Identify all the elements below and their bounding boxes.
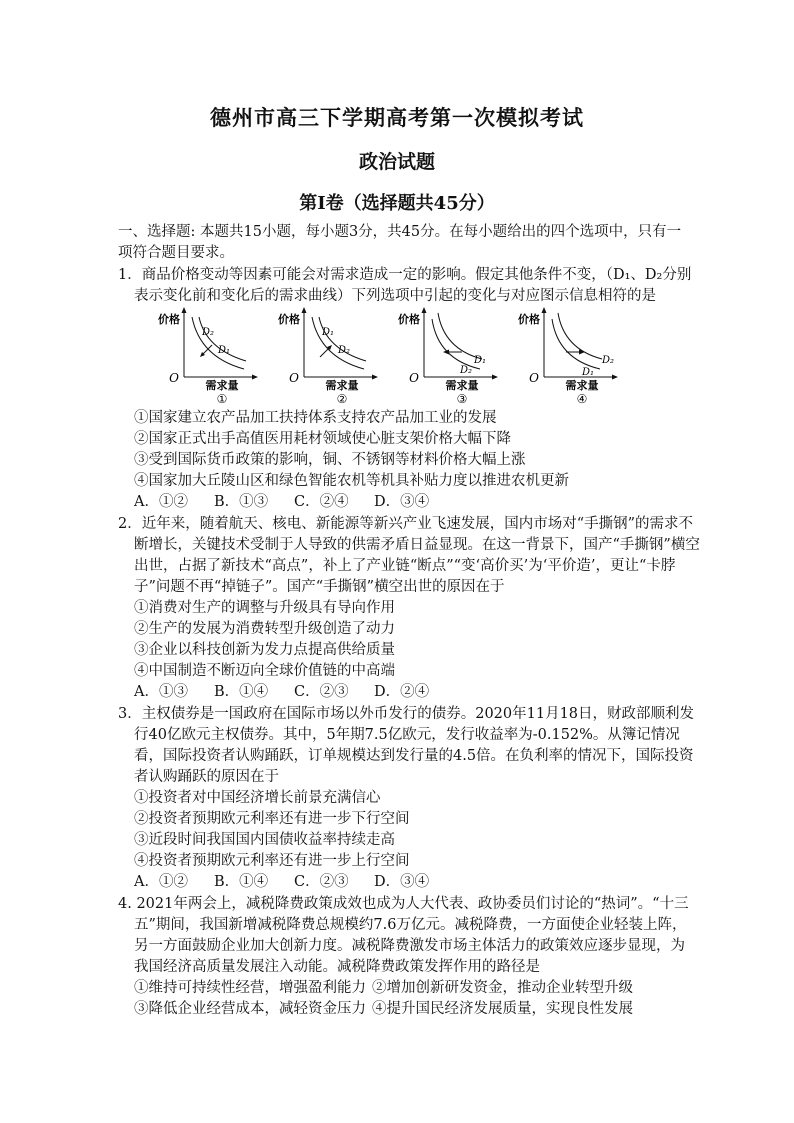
- q1-item: ③受到国际货币政策的影响，铜、不锈钢等材料价格大幅上涨: [134, 452, 526, 468]
- q4-stem-line: 我国经济高质量发展注入动能。减税降费政策发挥作用的路径是: [134, 959, 540, 975]
- y-axis-label: 价格: [278, 313, 300, 326]
- q2-stem-line: 2．近年来，随着航天、核电、新能源等新兴产业飞速发展，国内市场对“手撕钢”的需求不: [118, 516, 694, 532]
- demand-curve-figure-2: [278, 307, 384, 407]
- origin-label: O: [289, 371, 299, 385]
- q3-option-c[interactable]: C．②③: [294, 874, 349, 890]
- origin-label: O: [169, 371, 179, 385]
- figure-number: ②: [336, 392, 348, 406]
- q1-option-a[interactable]: A．①②: [134, 494, 188, 510]
- q2-option-b[interactable]: B．①④: [214, 684, 269, 700]
- q4-stem-line: 另一方面鼓励企业加大创新力度。减税降费激发市场主体活力的政策效应逐步显现，为: [134, 938, 685, 954]
- q2-item: ③企业以科技创新为发力点提高供给质量: [134, 642, 395, 658]
- q1-option-b[interactable]: B．①③: [214, 494, 269, 510]
- curve-label: D₁: [582, 367, 595, 378]
- q3-item: ④投资者预期欧元利率还有进一步上行空间: [134, 853, 410, 869]
- exam-title: 德州市高三下学期高考第一次模拟考试: [210, 105, 584, 130]
- q1-item: ④国家加大丘陵山区和绿色智能农机等机具补贴力度以推进农机更新: [134, 473, 569, 489]
- demand-curve-figure-1: [158, 307, 264, 407]
- q2-option-a[interactable]: A．①③: [134, 684, 188, 700]
- q4-stem-line: 4. 2021年两会上，减税降费政策成效也成为人大代表、政协委员们讨论的“热词”。“十三: [118, 896, 689, 912]
- curve-label: D₂: [338, 345, 351, 356]
- x-axis-label: 需求量: [325, 379, 359, 392]
- q3-option-b[interactable]: B．①④: [214, 874, 269, 890]
- curve-label: D₁: [322, 327, 335, 338]
- exam-subtitle: 政治试题: [358, 151, 435, 173]
- curve-label: D₂: [460, 365, 473, 376]
- q2-option-c[interactable]: C．②③: [294, 684, 349, 700]
- q3-option-d[interactable]: D．③④: [374, 874, 430, 890]
- q3-item: ③近段时间我国国内国债收益率持续走高: [134, 832, 395, 848]
- curve-label: D₁: [218, 345, 231, 356]
- x-axis-label: 需求量: [205, 379, 239, 392]
- q1-option-d[interactable]: D．③④: [374, 494, 430, 510]
- q3-stem-line: 3．主权债券是一国政府在国际市场以外币发行的债券。2020年11月18日，财政部顺利发: [118, 706, 695, 722]
- q2-item: ①消费对生产的调整与升级具有导向作用: [134, 600, 395, 616]
- origin-label: O: [529, 371, 539, 385]
- x-axis-label: 需求量: [565, 379, 599, 392]
- q3-item: ①投资者对中国经济增长前景充满信心: [134, 790, 381, 806]
- q1-stem-line: 表示变化前和变化后的需求曲线）下列选项中引起的变化与对应图示信息相符的是: [134, 288, 656, 304]
- q2-stem-line: 子”问题不再“掉链子”。国产“手撕钢”横空出世的原因在于: [134, 579, 505, 595]
- y-axis-label: 价格: [158, 313, 180, 326]
- q4-item: ①维持可持续性经营，增强盈利能力: [134, 980, 366, 996]
- figure-number: ④: [576, 392, 588, 406]
- q3-stem-line: 看，国际投资者认购踊跃，订单规模达到发行量的4.5倍。在负利率的情况下，国际投资: [134, 748, 694, 764]
- q1-stem-line: 1．商品价格变动等因素可能会对需求造成一定的影响。假定其他条件不变，（D₁、D₂分别: [118, 267, 692, 283]
- q1-option-c[interactable]: C．②④: [294, 494, 349, 510]
- q2-item: ②生产的发展为消费转型升级创造了动力: [134, 621, 395, 637]
- instructions-line: 项符合题目要求。: [118, 245, 234, 261]
- y-axis-label: 价格: [518, 313, 540, 326]
- section-heading: 第Ⅰ卷（选择题共45分）: [299, 193, 495, 214]
- demand-curve-figure-3: [398, 307, 504, 407]
- figure-number: ③: [456, 392, 468, 406]
- q4-item: ②增加创新研发资金，推动企业转型升级: [372, 980, 633, 996]
- q4-item: ③降低企业经营成本，减轻资金压力: [134, 1001, 366, 1017]
- q3-stem-line: 行40亿欧元主权债券。其中，5年期7.5亿欧元，发行收益率为-0.152%。从簿记情况: [134, 727, 680, 743]
- curve-label: D₂: [602, 355, 615, 366]
- q3-option-a[interactable]: A．①②: [134, 874, 188, 890]
- y-axis-label: 价格: [398, 313, 420, 326]
- q4-stem-line: 五”期间，我国新增减税降费总规模约7.6万亿元。减税降费，一方面使企业轻装上阵，: [134, 917, 687, 933]
- q1-item: ②国家正式出手高值医用耗材领域使心脏支架价格大幅下降: [134, 431, 511, 447]
- x-axis-label: 需求量: [445, 379, 479, 392]
- demand-curve-figure-4: [518, 307, 624, 407]
- q1-figures: [158, 307, 624, 407]
- q3-stem-line: 者认购踊跃的原因在于: [134, 769, 279, 785]
- q2-option-d[interactable]: D．②④: [374, 684, 430, 700]
- q2-item: ④中国制造不断迈向全球价值链的中高端: [134, 663, 395, 679]
- instructions-line: 一、选择题: 本题共15小题，每小题3分，共45分。在每小题给出的四个选项中，只有一: [118, 224, 682, 240]
- q2-stem-line: 断增长，关键技术受制于人导致的供需矛盾日益显现。在这一背景下，国产“手撕钢”横空: [134, 537, 700, 553]
- curve-label: D₂: [202, 327, 215, 338]
- origin-label: O: [409, 371, 419, 385]
- figure-number: ①: [216, 392, 228, 406]
- curve-label: D₁: [474, 355, 487, 366]
- q4-item: ④提升国民经济发展质量，实现良性发展: [372, 1001, 633, 1017]
- q1-item: ①国家建立农产品加工扶持体系支持农产品加工业的发展: [134, 410, 497, 426]
- q3-item: ②投资者预期欧元利率还有进一步下行空间: [134, 811, 410, 827]
- q2-stem-line: 出世，占据了新技术“高点”，补上了产业链“断点”“变‘高价买’为‘平价造’，更让“卡脖: [134, 558, 676, 574]
